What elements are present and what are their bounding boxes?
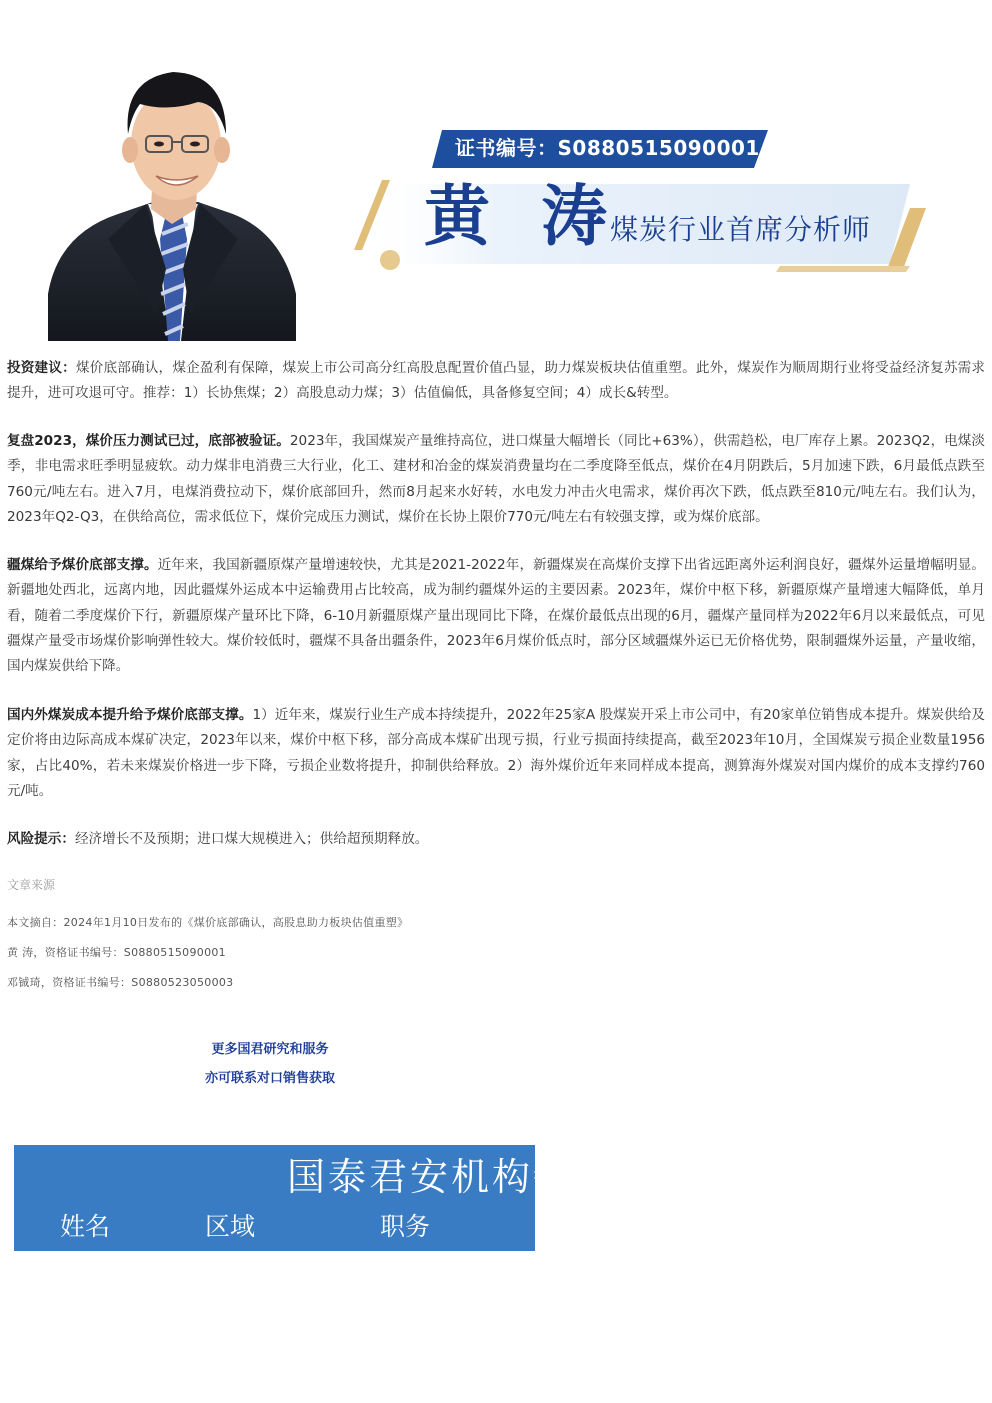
section-body: 近年来，我国新疆原煤产量增速较快，尤其是2021-2022年，新疆煤炭在高煤价支撑下出省远距离外运利润良好，疆煤外运量增幅明显。新疆地处西北，远离内地，因此疆煤外运成本中运输费用占比较高，成为制约疆煤外运的主要因素。2023年，煤价中枢下移，新疆原煤产量增速大幅降低，单月看，随着二季度煤价下行，新疆原煤产量环比下降，6-10月新疆原煤产量出现同比下降，在煤价最低点出现的6月，疆煤产量同样为2022年6月以来最低点，可见疆煤产量受市场煤价影响弹性较大。煤价较低时，疆煤不具备出疆条件，2023年6月煤价低点时，部分区域疆煤外运已无价格优势，限制疆煤外运量，产量收缩，国内煤炭供给下降。 [7,557,986,675]
section-heading: 投资建议： [7,360,76,376]
cost-support-paragraph [7,703,985,804]
xinjiang-coal-paragraph [7,553,985,679]
risk-warning-paragraph [7,827,985,852]
analyst-name: 黄 涛 [424,177,621,255]
section-body: 煤价底部确认，煤企盈利有保障，煤炭上市公司高分红高股息配置价值凸显，助力煤炭板块估值重塑。此外，煤炭作为顺周期行业将受益经济复苏需求提升，进可攻退可守。推荐：1）长协焦煤；2）高股息动力煤；3）估值偏低，具备修复空间；4）成长&转型。 [7,360,985,402]
column-header-region: 区域 [205,1212,256,1241]
analyst-title: 煤炭行业首席分析师 [610,213,872,246]
section-heading: 疆煤给予煤价底部支撑。 [7,557,158,573]
section-heading: 复盘2023，煤价压力测试已过，底部被验证。 [7,433,290,449]
source-article-line: 本文摘自：2024年1月10日发布的《煤价底部确认，高股息助力板块估值重塑》 [7,916,409,929]
section-body: 经济增长不及预期；进口煤大规模进入；供给超预期释放。 [74,831,429,847]
contact-banner-title: 国泰君安机构销售 [287,1155,616,1199]
section-body: 2023年，我国煤炭产量维持高位，进口煤量大幅增长（同比+63%），供需趋松，电厂库存上累。2023Q2，电煤淡季，非电需求旺季明显疲软。动力煤非电消费三大行业，化工、建材和冶金的煤炭消费量均在二季度降至低点，煤价在4月阴跌后，5月加速下跌，6月最低点跌至760元/吨左右。进入7月，电煤消费拉动下，煤价底部回升，然而8月起来水好转，水电发力冲击火电需求，煤价再次下跌，低点跌至810元/吨左右。我们认为，2023年Q2-Q3，在供给高位，需求低位下，煤价完成压力测试，煤价在长协上限价770元/吨左右有较强支撑，或为煤价底部。 [7,433,985,525]
certificate-number: 证书编号：S0880515090001 [455,136,760,160]
analyst-photo [48,64,296,341]
analyst-banner [0,0,992,345]
contact-banner [14,1145,616,1251]
source-author-line: 邓铖琦，资格证书编号：S0880523050003 [7,976,234,989]
source-author-line: 黄 涛，资格证书编号：S0880515090001 [7,946,226,959]
section-heading: 国内外煤炭成本提升给予煤价底部支撑。 [7,707,253,723]
source-heading: 文章来源 [7,878,56,892]
more-research-link[interactable]: 更多国君研究和服务 [211,1042,329,1057]
section-heading: 风险提示： [7,831,75,847]
column-header-position: 职务 [380,1212,431,1241]
column-header-name: 姓名 [60,1212,111,1241]
review-2023-paragraph [7,429,985,530]
section-body: 1）近年来，煤炭行业生产成本持续提升，2022年25家A 股煤炭开采上市公司中，有20家单位销售成本提升。煤炭供给及定价将由边际高成本煤矿决定，2023年以来，煤价中枢下移，部分高成本煤矿出现亏损，行业亏损面持续提高，截至2023年10月，全国煤炭亏损企业数量1956家，占比40%，若未来煤炭价格进一步下降，亏损企业数将提升，抑制供给释放。2）海外煤价近年来同样成本提高，测算海外煤炭对国内煤价的成本支撑约760元/吨。 [7,707,985,799]
investment-advice-paragraph [7,356,985,407]
contact-sales-text: 亦可联系对口销售获取 [204,1071,335,1086]
